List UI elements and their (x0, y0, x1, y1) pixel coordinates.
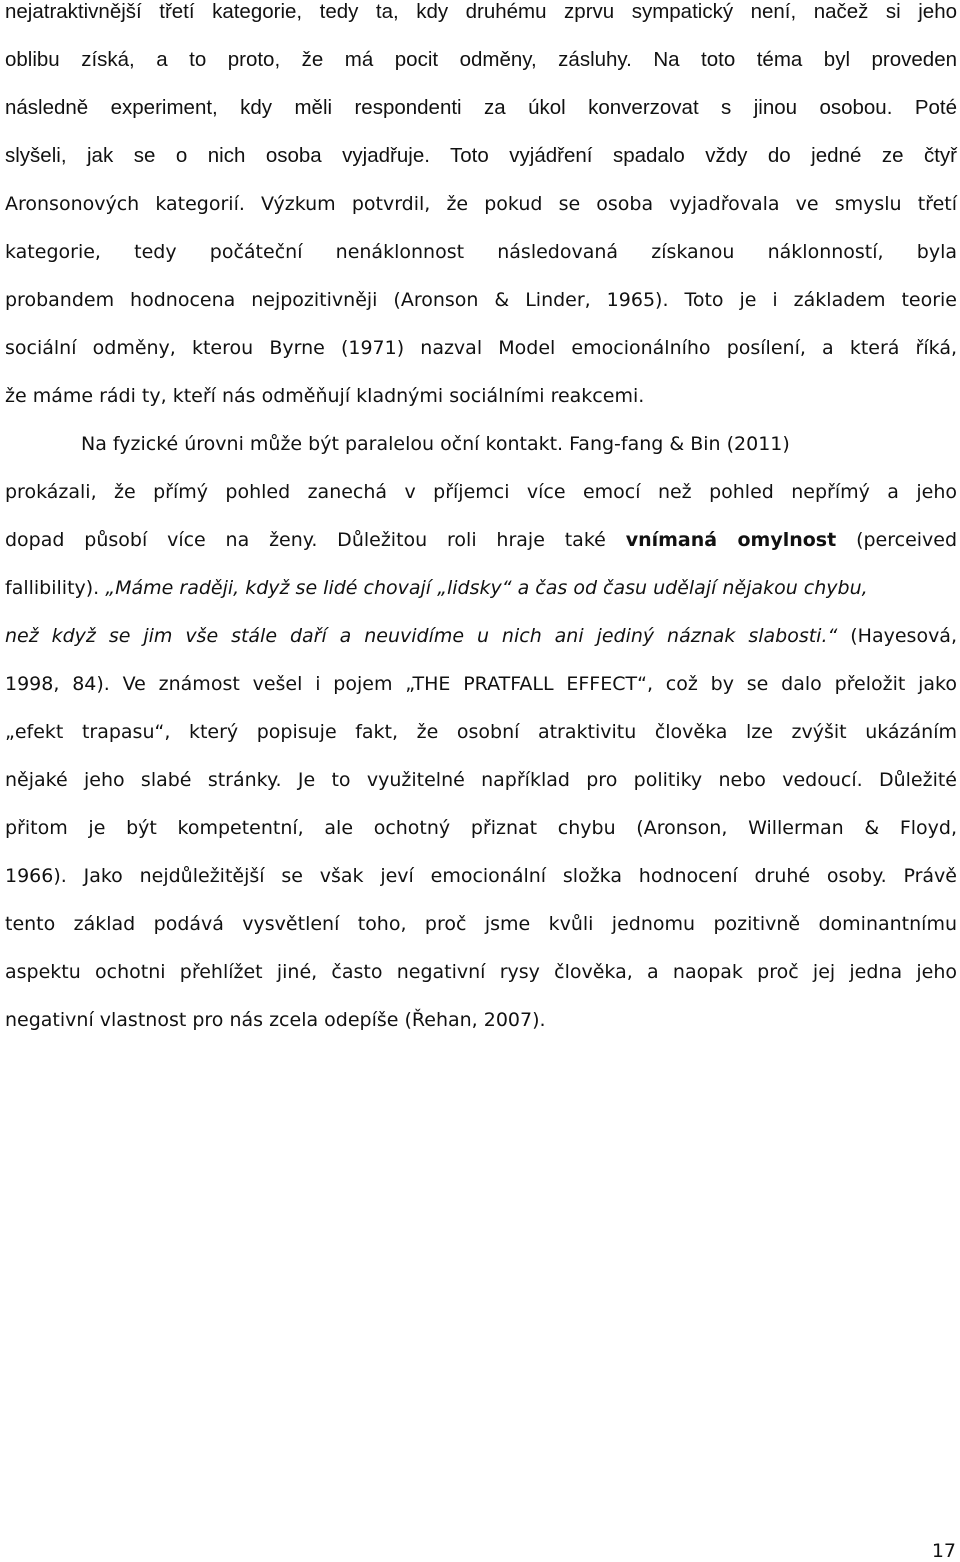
text-line-13 (5, 576, 957, 624)
text-line-12-start: dopad působí více na ženy. Důležitou roli hraje také (5, 529, 606, 551)
text-line-5: Aronsonových kategorií. Výzkum potvrdil, že pokud se osoba vyjadřovala ve smyslu třetí (5, 193, 957, 215)
text-line-14 (5, 624, 957, 672)
text-line-6: kategorie, tedy počáteční nenáklonnost následovaná získanou náklonností, byla (5, 241, 957, 263)
text-line-1: nejatraktivnější třetí kategorie, tedy ta, kdy druhému zprvu sympatický není, načež si jeho (5, 0, 957, 23)
text-line-2: oblibu získá, a to proto, že má pocit odměny, zásluhy. Na toto téma byl proveden (5, 48, 957, 71)
text-line-4: slyšeli, jak se o nich osoba vyjadřuje. Toto vyjádření spadalo vždy do jedné ze čtyř (5, 144, 957, 167)
text-line-21: aspektu ochotni přehlížet jiné, často negativní rysy člověka, a naopak proč jej jedna jeho (5, 961, 957, 983)
text-line-16: „efekt trapasu“, který popisuje fakt, že osobní atraktivitu člověka lze zvýšit ukázáním (5, 721, 957, 743)
text-line-19: 1966). Jako nejdůležitější se však jeví emocionální složka hodnocení druhé osoby. Právě (5, 865, 957, 887)
quote-line-1: „Máme raději, když se lidé chovají „lidsky“ a čas od času udělají nějakou chybu, (105, 577, 868, 599)
text-line-8: sociální odměny, kterou Byrne (1971) nazval Model emocionálního posílení, a která říká, (5, 337, 957, 359)
text-line-12-end: (perceived (856, 529, 958, 551)
text-line-3: následně experiment, kdy měli respondenti za úkol konverzovat s jinou osobou. Poté (5, 96, 957, 119)
text-line-20: tento základ podává vysvětlení toho, proč jsme kvůli jednomu pozitivně dominantnímu (5, 913, 957, 935)
text-line-14-end: (Hayesová, (850, 625, 957, 647)
text-line-11: prokázali, že přímý pohled zanechá v příjemci více emocí než pohled nepřímý a jeho (5, 481, 957, 503)
quote-line-2: než když se jim vše stále daří a neuvidíme u nich ani jediný náznak slabosti.“ (5, 625, 838, 647)
text-line-10: Na fyzické úrovni může být paralelou oční kontakt. Fang-fang & Bin (2011) (81, 433, 790, 455)
text-line-18: přitom je být kompetentní, ale ochotný přiznat chybu (Aronson, Willerman & Floyd, (5, 817, 957, 839)
emphasis-perceived-fallibility: vnímaná omylnost (625, 529, 837, 551)
text-line-17: nějaké jeho slabé stránky. Je to využitelné například pro politiky nebo vedoucí. Důležité (5, 769, 957, 791)
text-line-13-start: fallibility). (5, 577, 100, 599)
text-line-7: probandem hodnocena nejpozitivněji (Aronson & Linder, 1965). Toto je i základem teorie (5, 289, 957, 311)
text-line-15: 1998, 84). Ve známost vešel i pojem „THE PRATFALL EFFECT“, což by se dalo přeložit jako (5, 673, 957, 695)
text-line-22: negativní vlastnost pro nás zcela odepíše (Řehan, 2007). (5, 1009, 546, 1031)
page-number: 17 (931, 1540, 956, 1562)
text-line-12 (5, 528, 957, 576)
text-line-9: že máme rádi ty, kteří nás odměňují kladnými sociálními reakcemi. (5, 385, 645, 407)
